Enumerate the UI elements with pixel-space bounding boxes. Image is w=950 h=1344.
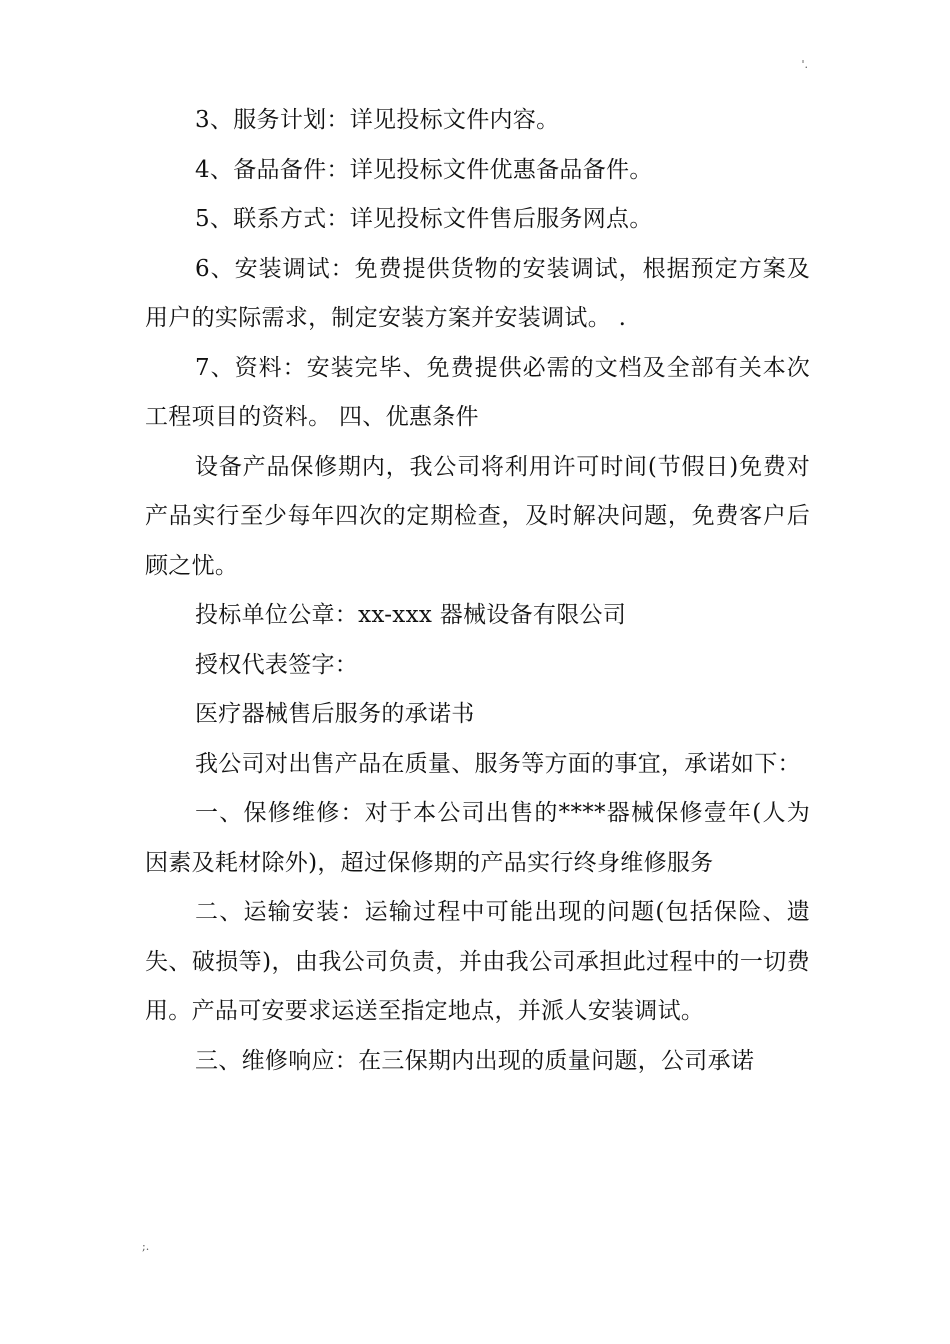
section-title: 医疗器械售后服务的承诺书 bbox=[195, 701, 475, 727]
paragraph-bidder-seal: 投标单位公章：xx-xxx 器械设备有限公司 bbox=[195, 602, 627, 628]
paragraph-materials: 7、资料：安装完毕、免费提供必需的文档及全部有关本次工程项目的资料。 四、优惠条件 bbox=[145, 354, 810, 430]
page-mark-bottom: ;. bbox=[142, 1240, 150, 1253]
document-body bbox=[145, 96, 810, 1086]
paragraph-spare-parts: 4、备品备件：详见投标文件优惠备品备件。 bbox=[195, 156, 653, 183]
paragraph-commitment-intro: 我公司对出售产品在质量、服务等方面的事宜，承诺如下： bbox=[195, 750, 801, 777]
paragraph-transport-install: 二、运输安装：运输过程中可能出现的问题(包括保险、遗失、破损等)，由我公司负责，并由我公司承担此过程中的一切费用。产品可安要求运送至指定地点，并派人安装调试。 bbox=[145, 899, 810, 1024]
paragraph-service-plan: 3、服务计划：详见投标文件内容。 bbox=[195, 107, 560, 133]
paragraph-installation: 6、安装调试：免费提供货物的安装调试，根据预定方案及用户的实际需求，制定安装方案并安装调试。 . bbox=[145, 255, 810, 331]
paragraph-contact: 5、联系方式：详见投标文件售后服务网点。 bbox=[195, 206, 653, 232]
paragraph-signature: 授权代表签字： bbox=[195, 651, 359, 678]
paragraph-warranty-repair: 一、保修维修：对于本公司出售的****器械保修壹年(人为因素及耗材除外)，超过保修期的产品实行终身维修服务 bbox=[145, 800, 810, 876]
paragraph-warranty-inspection: 设备产品保修期内，我公司将利用许可时间(节假日)免费对产品实行至少每年四次的定期检查，及时解决问题，免费客户后顾之忧。 bbox=[145, 453, 810, 579]
paragraph-repair-response: 三、维修响应：在三保期内出现的质量问题，公司承诺 bbox=[195, 1047, 755, 1074]
page-mark-top: '. bbox=[801, 58, 808, 71]
